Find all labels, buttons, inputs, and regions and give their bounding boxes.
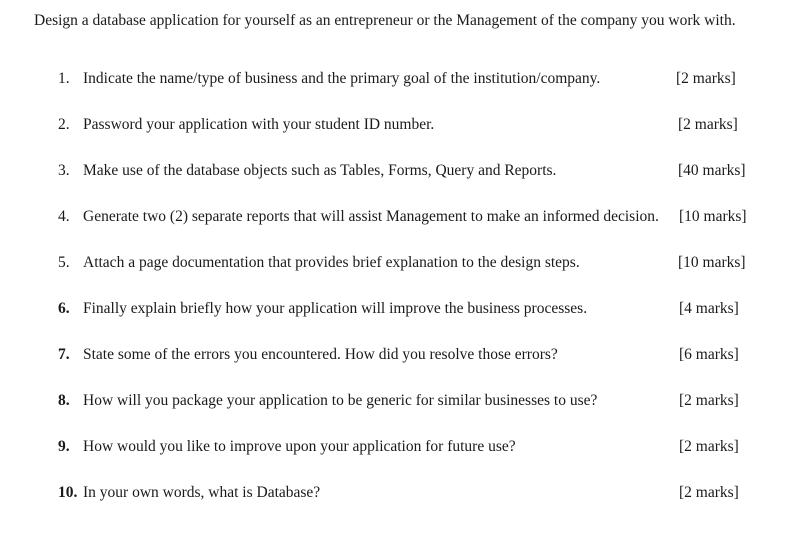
question-text: Indicate the name/type of business and the primary goal of the institution/company.: [83, 70, 601, 87]
question-1: [0, 70, 787, 92]
question-text: Attach a page documentation that provides brief explanation to the design steps.: [83, 254, 580, 271]
question-marks: [10 marks]: [678, 254, 746, 271]
question-number: 6.: [58, 300, 70, 317]
question-number: 9.: [58, 438, 70, 455]
question-marks: [2 marks]: [679, 438, 739, 455]
question-number: 7.: [58, 346, 70, 363]
question-number: 2.: [58, 116, 70, 133]
question-9: [0, 438, 787, 460]
question-2: [0, 116, 787, 138]
question-marks: [2 marks]: [676, 70, 736, 87]
question-marks: [2 marks]: [679, 392, 739, 409]
question-text: How would you like to improve upon your application for future use?: [83, 438, 516, 455]
question-text: In your own words, what is Database?: [83, 484, 321, 501]
question-number: 5.: [58, 254, 70, 271]
question-number: 8.: [58, 392, 70, 409]
question-marks: [40 marks]: [678, 162, 746, 179]
question-marks: [6 marks]: [679, 346, 739, 363]
question-text: Make use of the database objects such as Tables, Forms, Query and Reports.: [83, 162, 557, 179]
question-marks: [2 marks]: [678, 116, 738, 133]
question-5: [0, 254, 787, 276]
question-7: [0, 346, 787, 368]
question-text: Password your application with your student ID number.: [83, 116, 435, 133]
question-number: 4.: [58, 208, 70, 225]
question-marks: [10 marks]: [679, 208, 747, 225]
question-text: Generate two (2) separate reports that will assist Management to make an informed decision.: [83, 208, 659, 225]
question-text: State some of the errors you encountered. How did you resolve those errors?: [83, 346, 558, 363]
question-text: How will you package your application to be generic for similar businesses to use?: [83, 392, 598, 409]
question-10: [0, 484, 787, 506]
question-marks: [4 marks]: [679, 300, 739, 317]
question-6: [0, 300, 787, 322]
question-4: [0, 208, 787, 230]
question-8: [0, 392, 787, 414]
question-marks: [2 marks]: [679, 484, 739, 501]
question-number: 10.: [58, 484, 78, 501]
question-3: [0, 162, 787, 184]
question-number: 3.: [58, 162, 70, 179]
question-number: 1.: [58, 70, 70, 87]
question-text: Finally explain briefly how your application will improve the business processes.: [83, 300, 588, 317]
intro-text: Design a database application for yourself as an entrepreneur or the Management of the company you work with.: [34, 12, 736, 29]
